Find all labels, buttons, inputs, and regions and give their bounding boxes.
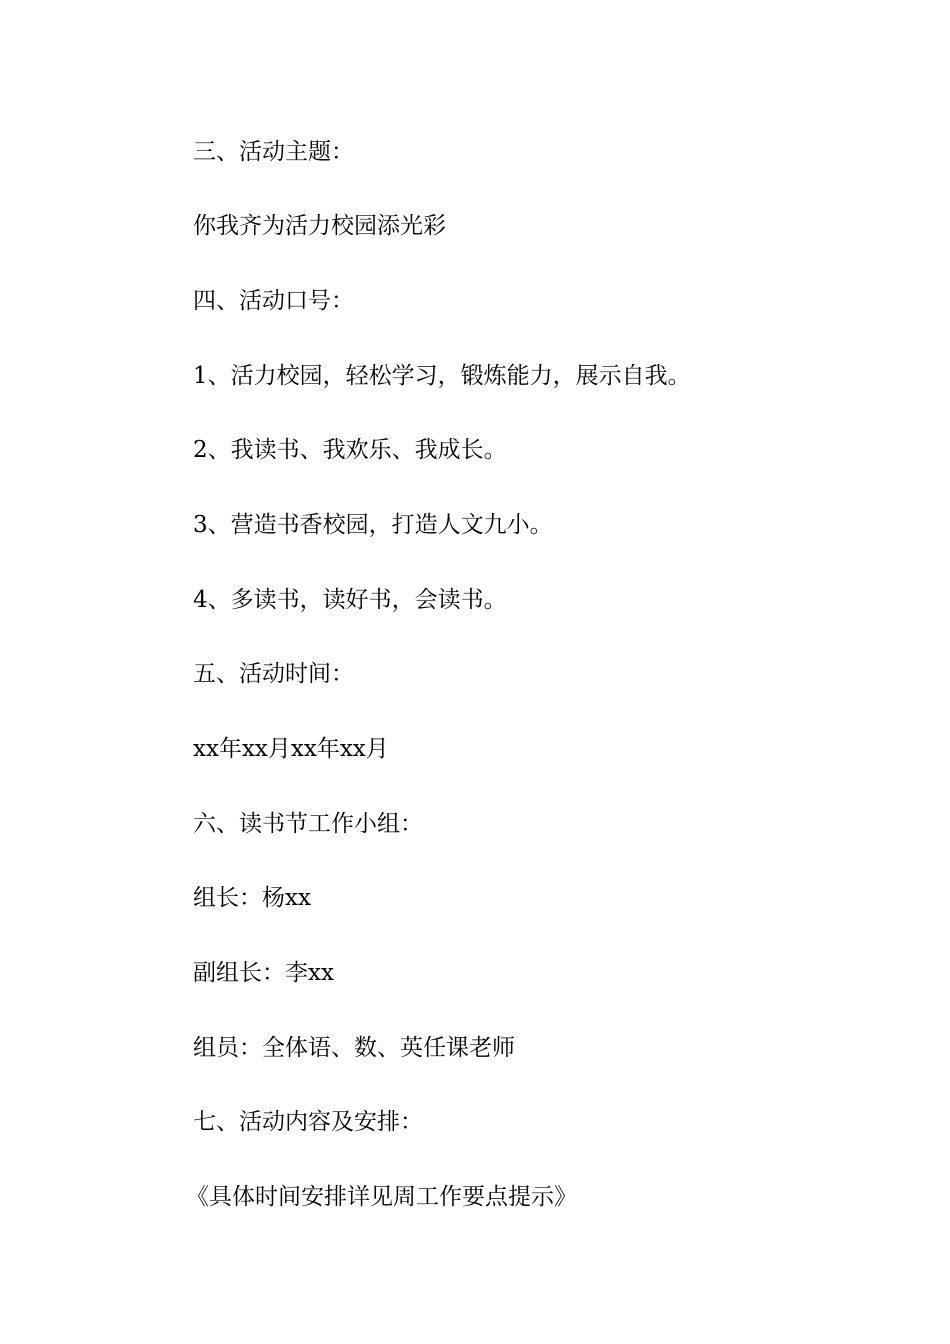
section-heading-slogan: 四、活动口号： [193, 288, 354, 314]
slogan-item: 4、多读书，读好书，会读书。 [193, 587, 507, 613]
section-heading-theme: 三、活动主题： [193, 139, 354, 165]
section-heading-team: 六、读书节工作小组： [193, 811, 423, 837]
team-members: 组员：全体语、数、英任课老师 [193, 1035, 515, 1061]
slogan-item: 1、活力校园，轻松学习，锻炼能力，展示自我。 [193, 363, 691, 389]
theme-text: 你我齐为活力校园添光彩 [193, 213, 446, 239]
section-heading-content: 七、活动内容及安排： [193, 1109, 423, 1135]
team-deputy-leader: 副组长：李xx [193, 960, 334, 986]
team-leader: 组长：杨xx [193, 885, 311, 911]
slogan-item: 2、我读书、我欢乐、我成长。 [193, 437, 507, 463]
content-note: 《具体时间安排详见周工作要点提示》 [186, 1184, 577, 1210]
slogan-item: 3、营造书香校园，打造人文九小。 [193, 512, 553, 538]
time-text: xx年xx月xx年xx月 [193, 736, 389, 762]
section-heading-time: 五、活动时间： [193, 661, 354, 687]
